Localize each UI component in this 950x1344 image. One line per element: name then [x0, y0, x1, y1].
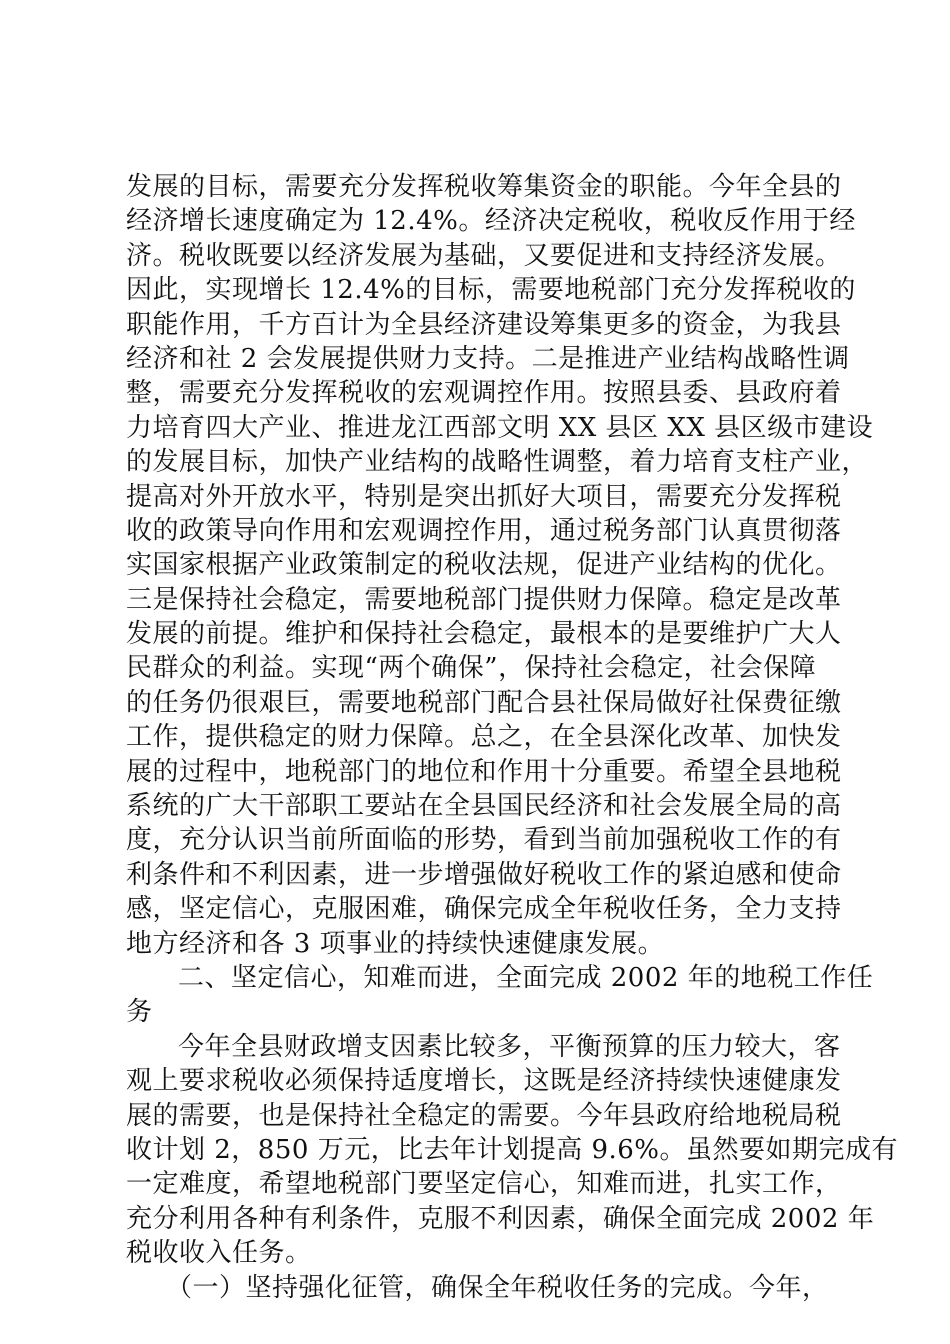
text-line: 地方经济和各 3 项事业的持续快速健康发展。 — [126, 928, 665, 959]
text-line: 发展的前提。维护和保持社会稳定，最根本的是要维护广大人 — [126, 619, 842, 650]
text-line: 利条件和不利因素，进一步增强做好税收工作的紧迫感和使命 — [126, 859, 842, 890]
text-line: 度，充分认识当前所面临的形势，看到当前加强税收工作的有 — [126, 825, 842, 856]
text-line: 的任务仍很艰巨，需要地税部门配合县社保局做好社保费征缴 — [126, 687, 842, 718]
subsection-heading-line: （一）坚持强化征管，确保全年税收任务的完成。今年， — [166, 1272, 829, 1303]
text-line: 济。税收既要以经济发展为基础，又要促进和支持经济发展。 — [126, 240, 842, 271]
text-line: 展的过程中，地税部门的地位和作用十分重要。希望全县地税 — [126, 756, 842, 787]
text-line: 提高对外开放水平，特别是突出抓好大项目，需要充分发挥税 — [126, 481, 842, 512]
text-line: 的发展目标，加快产业结构的战略性调整，着力培育支柱产业， — [126, 447, 869, 478]
text-line: 经济增长速度确定为 12.4%。经济决定税收，税收反作用于经 — [126, 206, 856, 237]
text-line: 三是保持社会稳定，需要地税部门提供财力保障。稳定是改革 — [126, 584, 842, 615]
text-line: 收的政策导向作用和宏观调控作用，通过税务部门认真贯彻落 — [126, 515, 842, 546]
text-line: 力培育四大产业、推进龙江西部文明 XX 县区 XX 县区级市建设 — [126, 412, 874, 443]
text-line: 民群众的利益。实现“两个确保”，保持社会稳定，社会保障 — [126, 653, 817, 684]
text-line: 充分利用各种有利条件，克服不利因素，确保全面完成 2002 年 — [126, 1203, 875, 1234]
text-line: 因此，实现增长 12.4%的目标，需要地税部门充分发挥税收的 — [126, 275, 856, 306]
text-line: 展的需要，也是保持社全稳定的需要。今年县政府给地税局税 — [126, 1100, 842, 1131]
text-line: 整，需要充分发挥税收的宏观调控作用。按照县委、县政府着 — [126, 378, 842, 409]
text-line: 系统的广大干部职工要站在全县国民经济和社会发展全局的高 — [126, 791, 842, 822]
text-line: 职能作用，千方百计为全县经济建设筹集更多的资金，为我县 — [126, 309, 842, 340]
text-line: 工作，提供稳定的财力保障。总之，在全县深化改革、加快发 — [126, 722, 842, 753]
body-text — [126, 170, 899, 1305]
text-line: 税收收入任务。 — [126, 1238, 312, 1269]
text-line: 实国家根据产业政策制定的税收法规，促进产业结构的优化。 — [126, 550, 842, 581]
text-line: 感，坚定信心，克服困难，确保完成全年税收任务，全力支持 — [126, 894, 842, 925]
text-line: 发展的目标，需要充分发挥税收筹集资金的职能。今年全县的 — [126, 172, 842, 202]
section-heading-line: 二、坚定信心，知难而进，全面完成 2002 年的地税工作任 — [178, 962, 874, 993]
paragraph-start-line: 今年全县财政增支因素比较多，平衡预算的压力较大，客 — [178, 1031, 841, 1062]
text-line: 一定难度，希望地税部门要坚定信心，知难而进，扎实工作， — [126, 1169, 842, 1200]
text-line: 观上要求税收必须保持适度增长，这既是经济持续快速健康发 — [126, 1066, 842, 1097]
text-line: 收计划 2，850 万元，比去年计划提高 9.6%。虽然要如期完成有 — [126, 1134, 899, 1165]
section-heading-line: 务 — [126, 997, 153, 1028]
text-line: 经济和社 2 会发展提供财力支持。二是推进产业结构战略性调 — [126, 343, 850, 374]
